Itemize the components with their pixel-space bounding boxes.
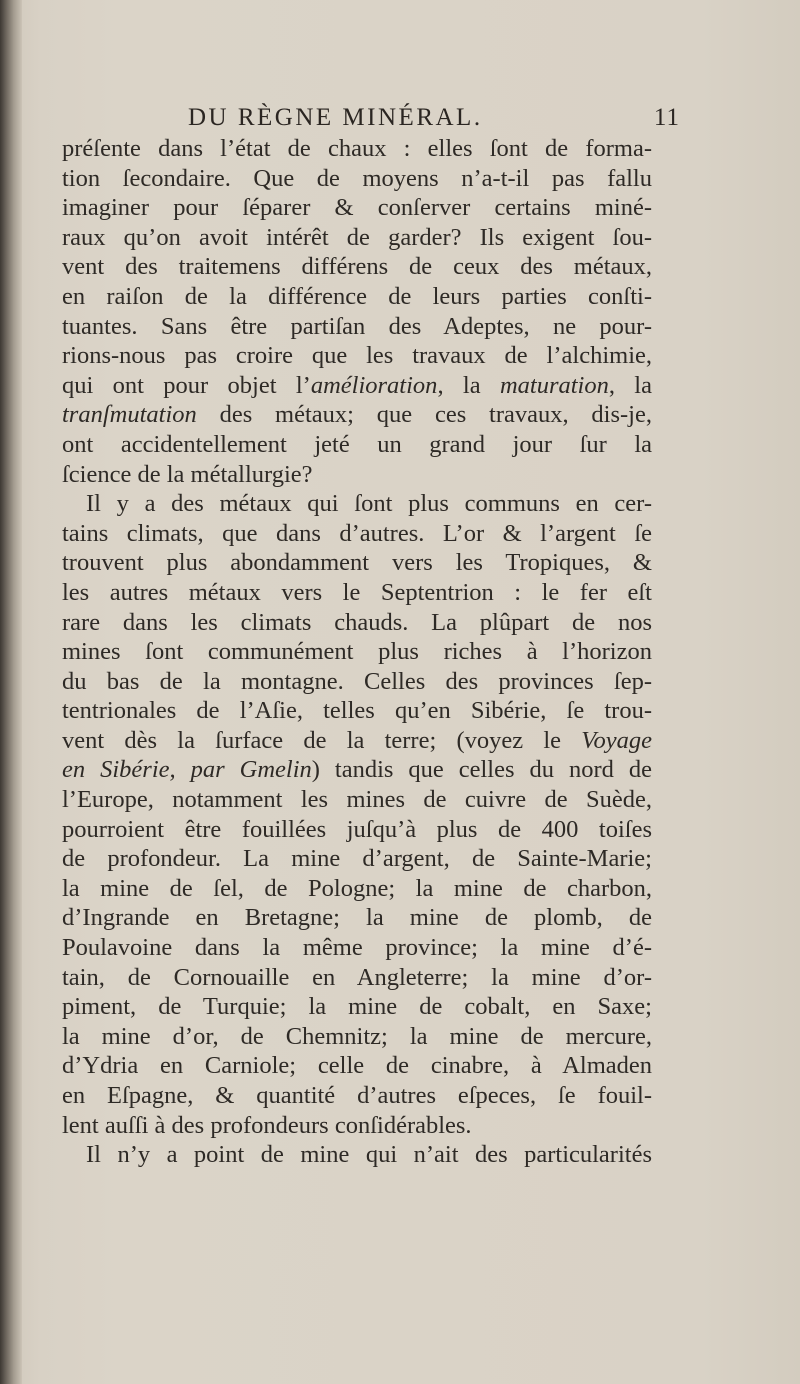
text-line: tion ſecondaire. Que de moyens n’a-t-il pas fallu xyxy=(62,164,652,192)
text-line: rions-nous pas croire que les travaux de l’alchimie, xyxy=(62,342,652,370)
text-line: piment, de Turquie; la mine de cobalt, en Saxe; xyxy=(62,993,652,1021)
text-line: imaginer pour ſéparer & conſerver certains miné- xyxy=(62,194,652,222)
text-line: trouvent plus abondamment vers les Tropiques, & xyxy=(62,549,652,577)
paragraph-start-line: Il y a des métaux qui ſont plus communs en cer- xyxy=(86,490,652,518)
text-line: en Sibérie, par Gmelin) tandis que celles du nord de xyxy=(62,756,652,784)
text-line: les autres métaux vers le Septentrion : le fer eſt xyxy=(62,578,652,606)
text-line: préſente dans l’état de chaux : elles ſont de forma- xyxy=(62,135,652,162)
text-line: la mine d’or, de Chemnitz; la mine de mercure, xyxy=(62,1022,652,1050)
text-line: tuantes. Sans être partiſan des Adeptes, ne pour- xyxy=(62,312,652,340)
text-line: tains climats, que dans d’autres. L’or & l’argent ſe xyxy=(62,519,652,547)
text-line: la mine de ſel, de Pologne; la mine de charbon, xyxy=(62,874,652,902)
text-line: mines ſont communément plus riches à l’horizon xyxy=(62,638,652,666)
text-line: tentrionales de l’Aſie, telles qu’en Sibérie, ſe trou- xyxy=(62,697,652,725)
page-gutter-shadow xyxy=(0,0,22,1384)
page-number: 11 xyxy=(653,104,680,131)
text-line: en raiſon de la différence de leurs parties conſti- xyxy=(62,282,652,310)
text-line: du bas de la montagne. Celles des provinces ſep- xyxy=(62,667,652,695)
text-line: de profondeur. La mine d’argent, de Sainte-Marie; xyxy=(62,845,652,873)
running-head-title: DU RÈGNE MINÉRAL. xyxy=(188,104,483,131)
text-line: ſcience de la métallurgie? xyxy=(62,460,313,488)
paragraph-start-line: Il n’y a point de mine qui n’ait des particularités xyxy=(86,1141,652,1169)
text-line: d’Ingrande en Bretagne; la mine de plomb, de xyxy=(62,904,652,932)
text-line: pourroient être fouillées juſqu’à plus de 400 toiſes xyxy=(62,815,652,843)
text-line: Poulavoine dans la même province; la mine d’é- xyxy=(62,934,652,962)
text-line: tranſmutation des métaux; que ces travaux, dis-je, xyxy=(62,401,652,429)
text-line: raux qu’on avoit intérêt de garder? Ils exigent ſou- xyxy=(62,223,652,251)
text-line: en Eſpagne, & quantité d’autres eſpeces, ſe fouil- xyxy=(62,1082,652,1109)
text-line: l’Europe, notamment les mines de cuivre de Suède, xyxy=(62,786,652,814)
body-text xyxy=(62,134,652,1170)
text-line: rare dans les climats chauds. La plûpart de nos xyxy=(62,608,652,636)
text-line: vent des traitemens différens de ceux des métaux, xyxy=(62,253,652,281)
text-line: qui ont pour objet l’amélioration, la maturation, la xyxy=(62,371,652,399)
text-line: lent auſſi à des profondeurs conſidérables. xyxy=(62,1111,472,1139)
text-line: d’Ydria en Carniole; celle de cinabre, à Almaden xyxy=(62,1052,652,1080)
text-line: vent dès la ſurface de la terre; (voyez le Voyage xyxy=(62,726,652,754)
text-line: ont accidentellement jeté un grand jour ſur la xyxy=(62,430,652,458)
text-line: tain, de Cornouaille en Angleterre; la mine d’or- xyxy=(62,963,652,991)
